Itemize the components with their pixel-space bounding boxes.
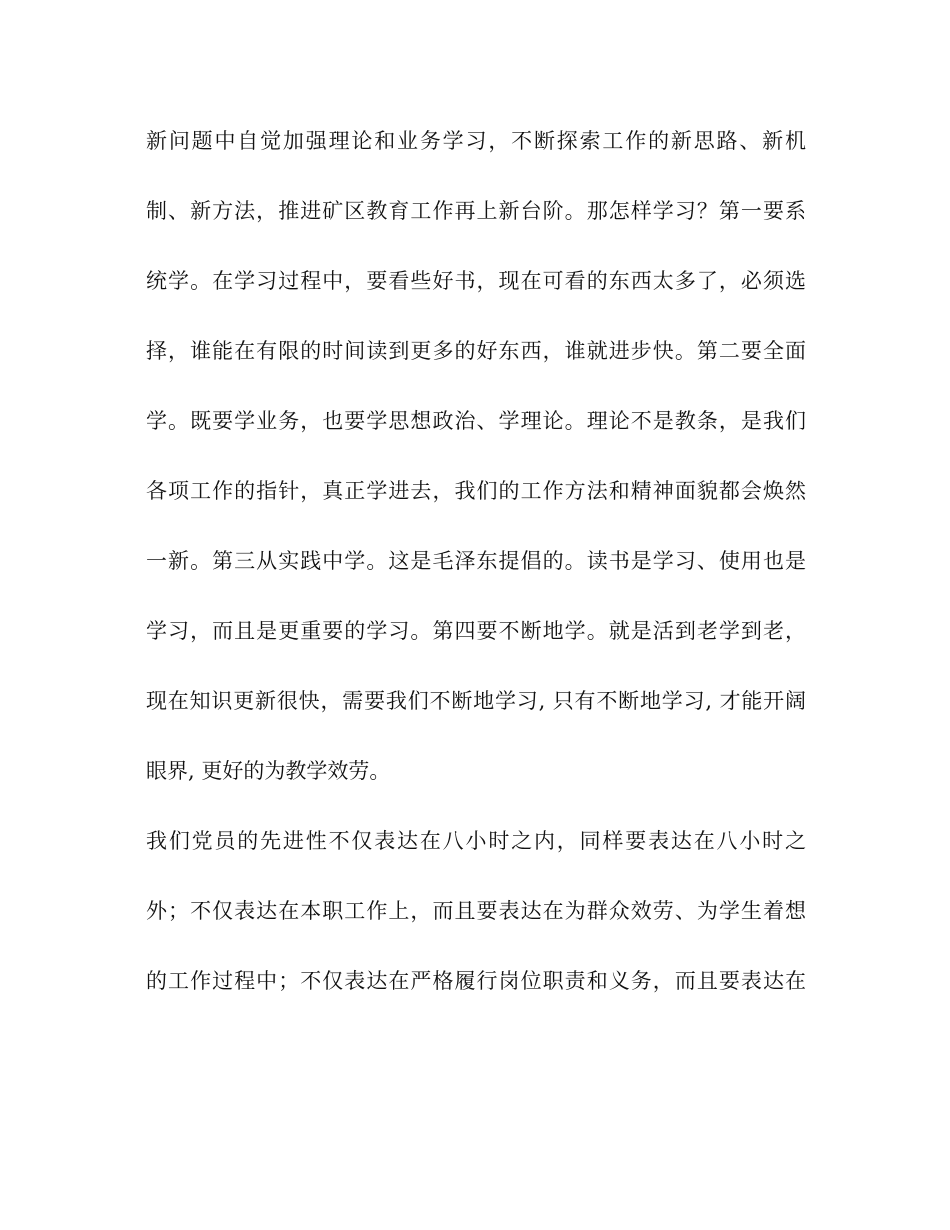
text-line: 外；不仅表达在本职工作上，而且要表达在为群众效劳、为学生着想 — [146, 899, 806, 923]
paragraph-party-members — [146, 831, 806, 991]
text-line: 我们党员的先进性不仅表达在八小时之内，同样要表达在八小时之 — [146, 829, 806, 853]
text-line: 新问题中自觉加强理论和业务学习，不断探索工作的新思路、新机 — [146, 129, 806, 153]
text-line: 一新。第三从实践中学。这是毛泽东提倡的。读书是学习、使用也是 — [146, 549, 806, 573]
paragraph-study-methods — [146, 131, 806, 781]
text-line: 统学。在学习过程中，要看些好书，现在可看的东西太多了，必须选 — [146, 269, 806, 293]
text-line: 各项工作的指针，真正学进去，我们的工作方法和精神面貌都会焕然 — [146, 479, 806, 503]
text-line: 学。既要学业务，也要学思想政治、学理论。理论不是教条，是我们 — [146, 409, 806, 433]
text-line: 学习，而且是更重要的学习。第四要不断地学。就是活到老学到老， — [146, 619, 806, 643]
text-line: 的工作过程中；不仅表达在严格履行岗位职责和义务，而且要表达在 — [146, 969, 806, 993]
text-line: 择，谁能在有限的时间读到更多的好东西，谁就进步快。第二要全面 — [146, 339, 806, 363]
text-line: 现在知识更新很快，需要我们不断地学习, 只有不断地学习, 才能开阔 — [146, 689, 806, 713]
text-line: 眼界, 更好的为教学效劳。 — [146, 759, 391, 783]
text-line: 制、新方法，推进矿区教育工作再上新台阶。那怎样学习？第一要系 — [146, 199, 806, 223]
